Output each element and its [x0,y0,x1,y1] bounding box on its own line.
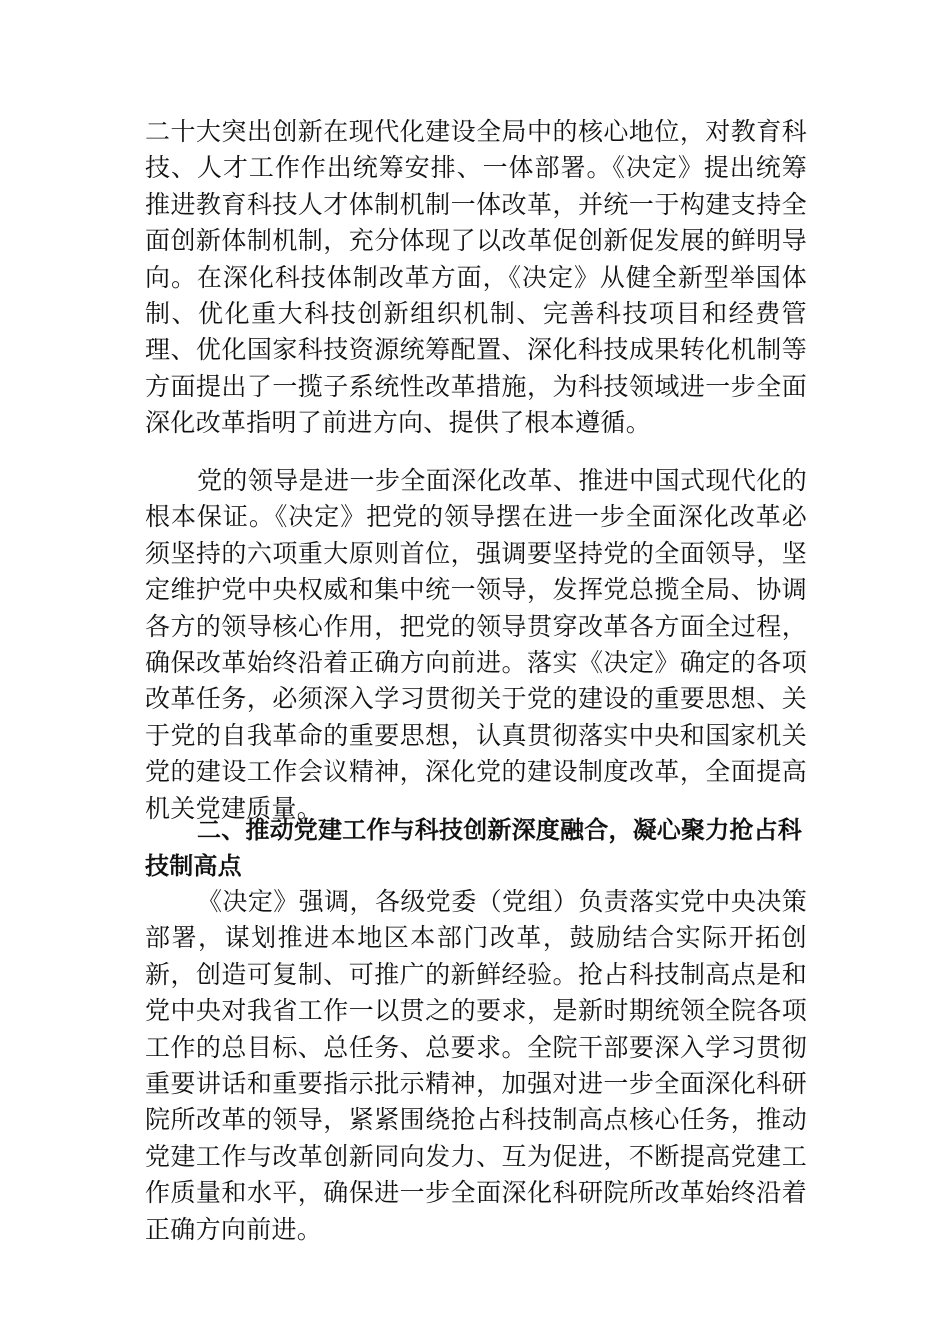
section-heading: 二、推动党建工作与科技创新深度融合，凝心聚力抢占科技制高点 [145,816,802,881]
body-paragraph: 二十大突出创新在现代化建设全局中的核心地位，对教育科技、人才工作作出统筹安排、一体部署。《决定》提出统筹推进教育科技人才体制机制一体改革，并统一于构建支持全面创新体制机制，充分体现了以改革促创新促发展的鲜明导向。在深化科技体制改革方面，《决定》从健全新型举国体制、优化重大科技创新组织机制、完善科技项目和经费管理、优化国家科技资源统筹配置、深化科技成果转化机制等方面提出了一揽子系统性改革措施，为科技领域进一步全面深化改革指明了前进方向、提供了根本遵循。 [145,117,807,438]
body-paragraph: 《决定》强调，各级党委（党组）负责落实党中央决策部署，谋划推进本地区本部门改革，鼓励结合实际开拓创新，创造可复制、可推广的新鲜经验。抢占科技制高点是和党中央对我省工作一以贯之的要求，是新时期统领全院各项工作的总目标、总任务、总要求。全院干部要深入学习贯彻重要讲话和重要指示批示精神，加强对进一步全面深化科研院所改革的领导，紧紧围绕抢占科技制高点核心任务，推动党建工作与改革创新同向发力、互为促进，不断提高党建工作质量和水平，确保进一步全面深化科研院所改革始终沿着正确方向前进。 [145,887,807,1244]
body-paragraph: 党的领导是进一步全面深化改革、推进中国式现代化的根本保证。《决定》把党的领导摆在进一步全面深化改革必须坚持的六项重大原则首位，强调要坚持党的全面领导，坚定维护党中央权威和集中统一领导，发挥党总揽全局、协调各方的领导核心作用，把党的领导贯穿改革各方面全过程，确保改革始终沿着正确方向前进。落实《决定》确定的各项改革任务，必须深入学习贯彻关于党的建设的重要思想、关于党的自我革命的重要思想，认真贯彻落实中央和国家机关党的建设工作会议精神，深化党的建设制度改革，全面提高机关党建质量。 [145,466,807,823]
